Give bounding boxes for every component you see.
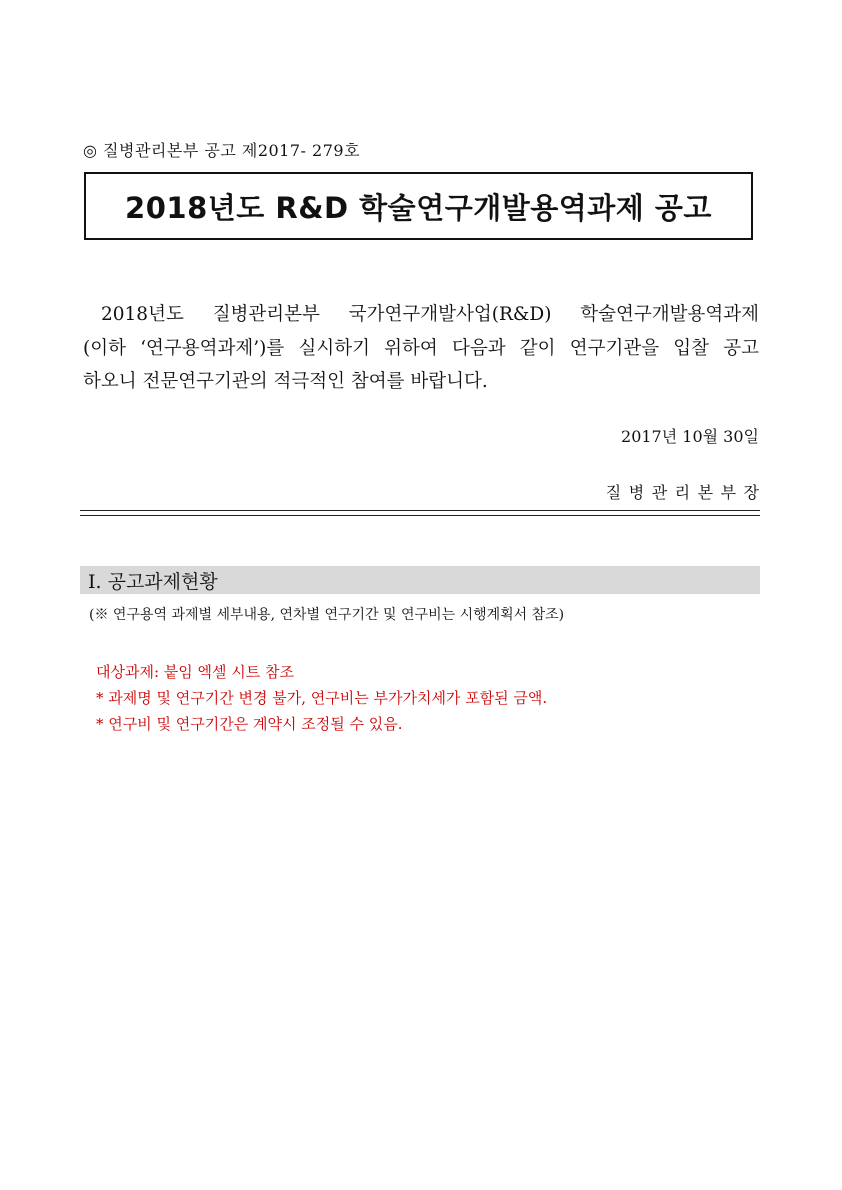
intro-line: 2018년도 질병관리본부 국가연구개발사업(R&D) 학술연구개발용역과제 [101, 304, 759, 325]
section-note: (※ 연구용역 과제별 세부내용, 연차별 연구기간 및 연구비는 시행계획서 참조) [89, 607, 565, 623]
intro-line: (이하 ‘연구용역과제’)를 실시하기 위하여 다음과 같이 연구기관을 입찰 공고 [83, 337, 759, 359]
note-item: * 연구비 및 연구기간은 계약시 조정될 수 있음. [96, 715, 403, 733]
note-item: * 과제명 및 연구기간 변경 불가, 연구비는 부가가치세가 포함된 금액. [96, 689, 548, 707]
section-title: Ⅰ. 공고과제현황 [88, 570, 218, 593]
title-box [84, 172, 753, 240]
issuer-name: 질병관리본부장 [605, 483, 767, 502]
intro-line: 하오니 전문연구기관의 적극적인 참여를 바랍니다. [83, 371, 488, 392]
intro-paragraph [83, 298, 759, 399]
section-header-bar [80, 566, 760, 594]
notes-list [96, 659, 547, 737]
note-item: 대상과제: 붙임 엑셀 시트 참조 [96, 663, 295, 681]
notice-date: 2017년 10월 30일 [621, 427, 759, 446]
double-divider [80, 510, 760, 516]
notice-number: ◎ 질병관리본부 공고 제2017- 279호 [83, 141, 361, 160]
page-title: 2018년도 R&D 학술연구개발용역과제 공고 [125, 190, 712, 225]
